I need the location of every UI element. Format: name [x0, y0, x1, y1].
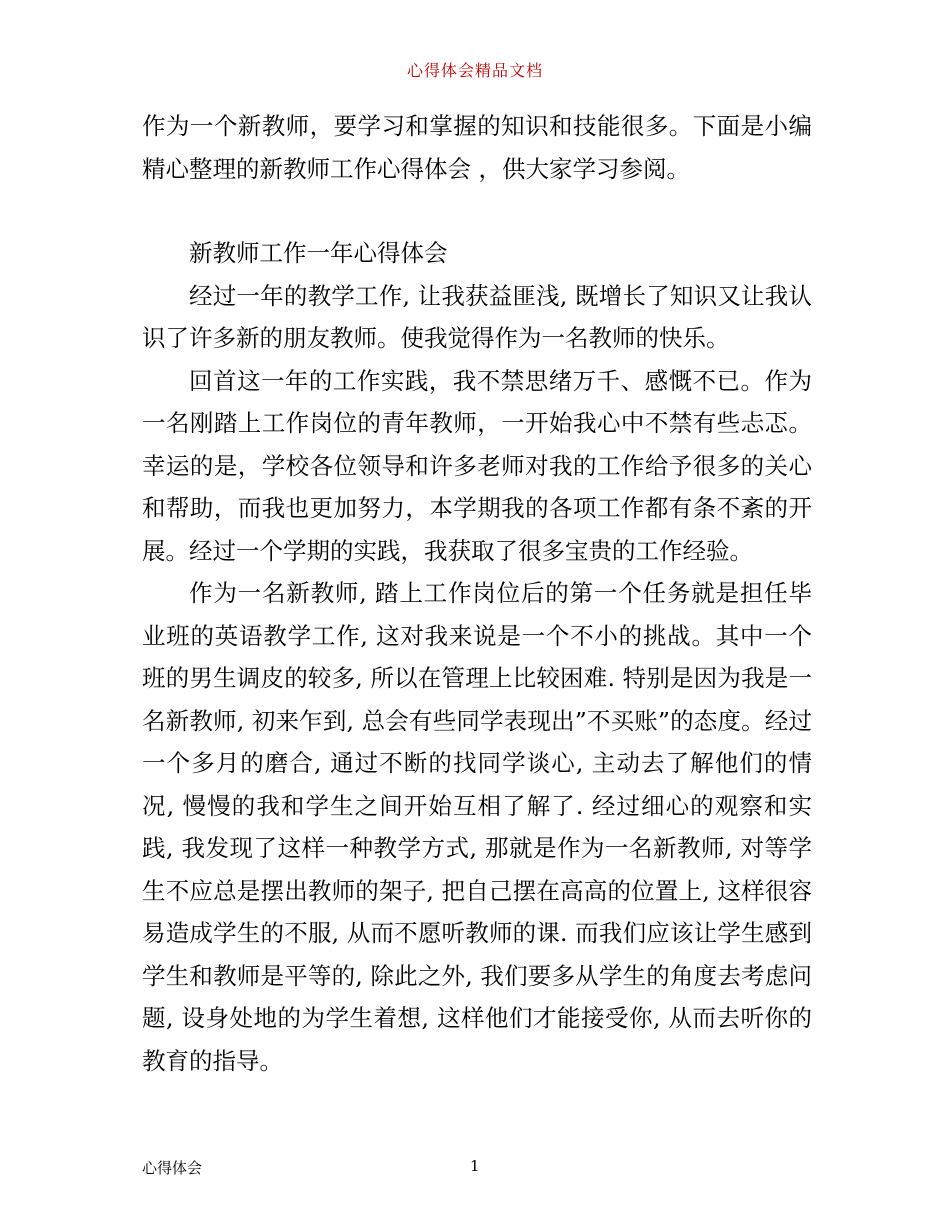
document-body: [142, 105, 812, 1082]
section-title: 新教师工作一年心得体会: [189, 239, 448, 267]
body-paragraph-3: 作为一名新教师, 踏上工作岗位后的第一个任务就是担任毕业班的英语教学工作, 这对我来说是一个不小的挑战。其中一个班的男生调皮的较多, 所以在管理上比较困难. 特别是因为我是一名新教师, 初来乍到, 总会有些同学表现出”不买账”的态度。经过一个多月的磨合, 通过不断的找同学谈心, 主动去了解他们的情况, 慢慢的我和学生之间开始互相了解了. 经过细心的观察和实践, 我发现了这样一种教学方式, 那就是作为一名新教师, 对等学生不应总是摆出教师的架子, 把自己摆在高高的位置上, 这样很容易造成学生的不服, 从而不愿听教师的课. 而我们应该让学生感到学生和教师是平等的, 除此之外, 我们要多从学生的角度去考虑问题, 设身处地的为学生着想, 这样他们才能接受你, 从而去听你的教育的指导。: [142, 579, 812, 1075]
footer-page-number: 1: [470, 1157, 480, 1175]
body-paragraph-1: 经过一年的教学工作, 让我获益匪浅, 既增长了知识又让我认识了许多新的朋友教师。使我觉得作为一名教师的快乐。: [142, 281, 812, 352]
body-paragraph-2: 回首这一年的工作实践，我不禁思绪万千、感慨不已。作为一名刚踏上工作岗位的青年教师，一开始我心中不禁有些忐忑。幸运的是，学校各位领导和许多老师对我的工作给予很多的关心和帮助，而我也更加努力，本学期我的各项工作都有条不紊的开展。经过一个学期的实践，我获取了很多宝贵的工作经验。: [142, 366, 812, 565]
intro-paragraph: 作为一个新教师，要学习和掌握的知识和技能很多。下面是小编精心整理的新教师工作心得体会 ，供大家学习参阅。: [142, 112, 812, 183]
page-header-title: 心得体会精品文档: [406, 61, 543, 80]
footer-label: 心得体会: [142, 1159, 203, 1177]
